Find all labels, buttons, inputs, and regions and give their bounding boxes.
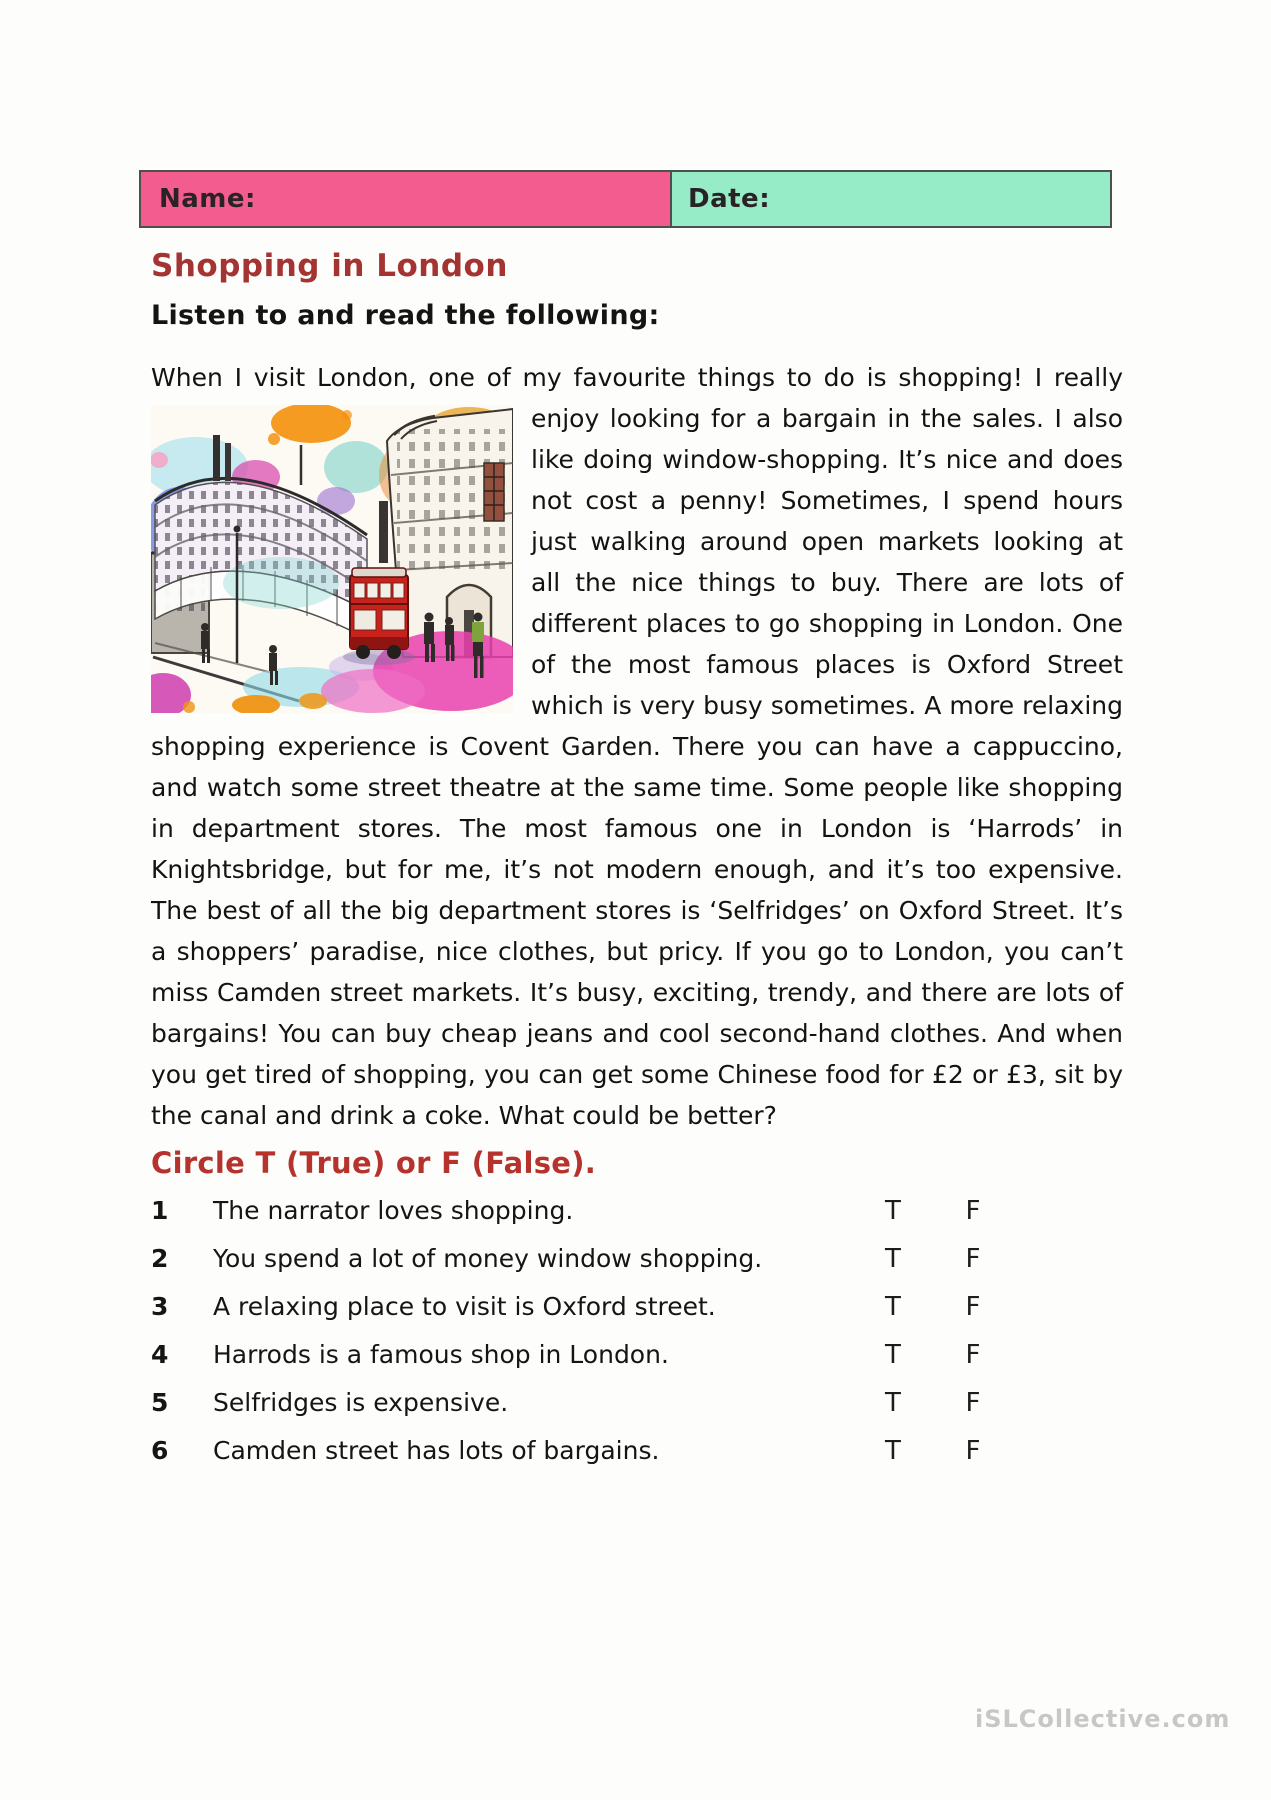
false-option[interactable]: F [965,1244,981,1274]
true-false-list [151,1196,1123,1484]
question-number: 3 [151,1292,169,1321]
false-option[interactable]: F [965,1340,981,1370]
tf-question-row [151,1436,1123,1484]
question-statement: You spend a lot of money window shopping. [213,1244,763,1273]
tf-question-row [151,1292,1123,1340]
false-option[interactable]: F [965,1436,981,1466]
false-option[interactable]: F [965,1292,981,1322]
question-number: 5 [151,1388,169,1417]
instructions-heading: Listen to and read the following: [151,300,660,331]
question-number: 4 [151,1340,169,1369]
islcollective-watermark: iSLCollective.com [975,1705,1231,1733]
name-field[interactable] [141,172,672,226]
name-date-header [139,170,1112,228]
london-street-illustration [151,405,513,713]
question-statement: The narrator loves shopping. [213,1196,574,1225]
question-number: 1 [151,1196,169,1225]
date-label: Date: [688,184,771,214]
false-option[interactable]: F [965,1196,981,1226]
worksheet-content [151,248,1123,1484]
true-option[interactable]: T [885,1244,901,1274]
question-statement: Harrods is a famous shop in London. [213,1340,669,1369]
tf-question-row [151,1244,1123,1292]
tf-question-row [151,1340,1123,1388]
question-statement: Camden street has lots of bargains. [213,1436,660,1465]
true-option[interactable]: T [885,1292,901,1322]
question-number: 6 [151,1436,169,1465]
reading-passage [151,357,1123,1136]
page-title: Shopping in London [151,248,508,284]
true-option[interactable]: T [885,1388,901,1418]
true-option[interactable]: T [885,1436,901,1466]
tf-question-row [151,1196,1123,1244]
question-statement: Selfridges is expensive. [213,1388,509,1417]
true-false-heading: Circle T (True) or F (False). [151,1146,597,1180]
false-option[interactable]: F [965,1388,981,1418]
true-option[interactable]: T [885,1196,901,1226]
true-option[interactable]: T [885,1340,901,1370]
passage-intro-line: When I visit London, one of my favourite things to do is shopping! I [151,363,1043,392]
tf-question-row [151,1388,1123,1436]
passage-body: really enjoy looking for a bargain in the sales. I also like doing window-shopping. It’s nice and does not cost a penny! Sometimes, I spend hours just walking around open markets looking at all the nice things to buy. There are lots of different places to go shopping in London. One of the most famous places is Oxford Street which is very busy sometimes. A more relaxing shopping experience is Covent Garden. There you can have a cappuccino, and watch some street theatre at the same time. Some people like shopping in department stores. The most famous one in London is ‘Harrods’ in Knightsbridge, but for me, it’s not modern enough, and it’s too expensive. The best of all the big department stores is ‘Selfridges’ on Oxford Street. It’s a shoppers’ paradise, nice clothes, but pricy. If you go to London, you can’t miss Camden street markets. It’s busy, exciting, trendy, and there are lots of bargains! You can buy cheap jeans and cool second-hand clothes. And when you get tired of shopping, you can get some Chinese food for £2 or £3, sit by the canal and drink a coke. What could be better? [151,363,1123,1130]
date-field[interactable] [672,172,1110,226]
question-statement: A relaxing place to visit is Oxford street. [213,1292,716,1321]
name-label: Name: [159,184,256,214]
question-number: 2 [151,1244,169,1273]
